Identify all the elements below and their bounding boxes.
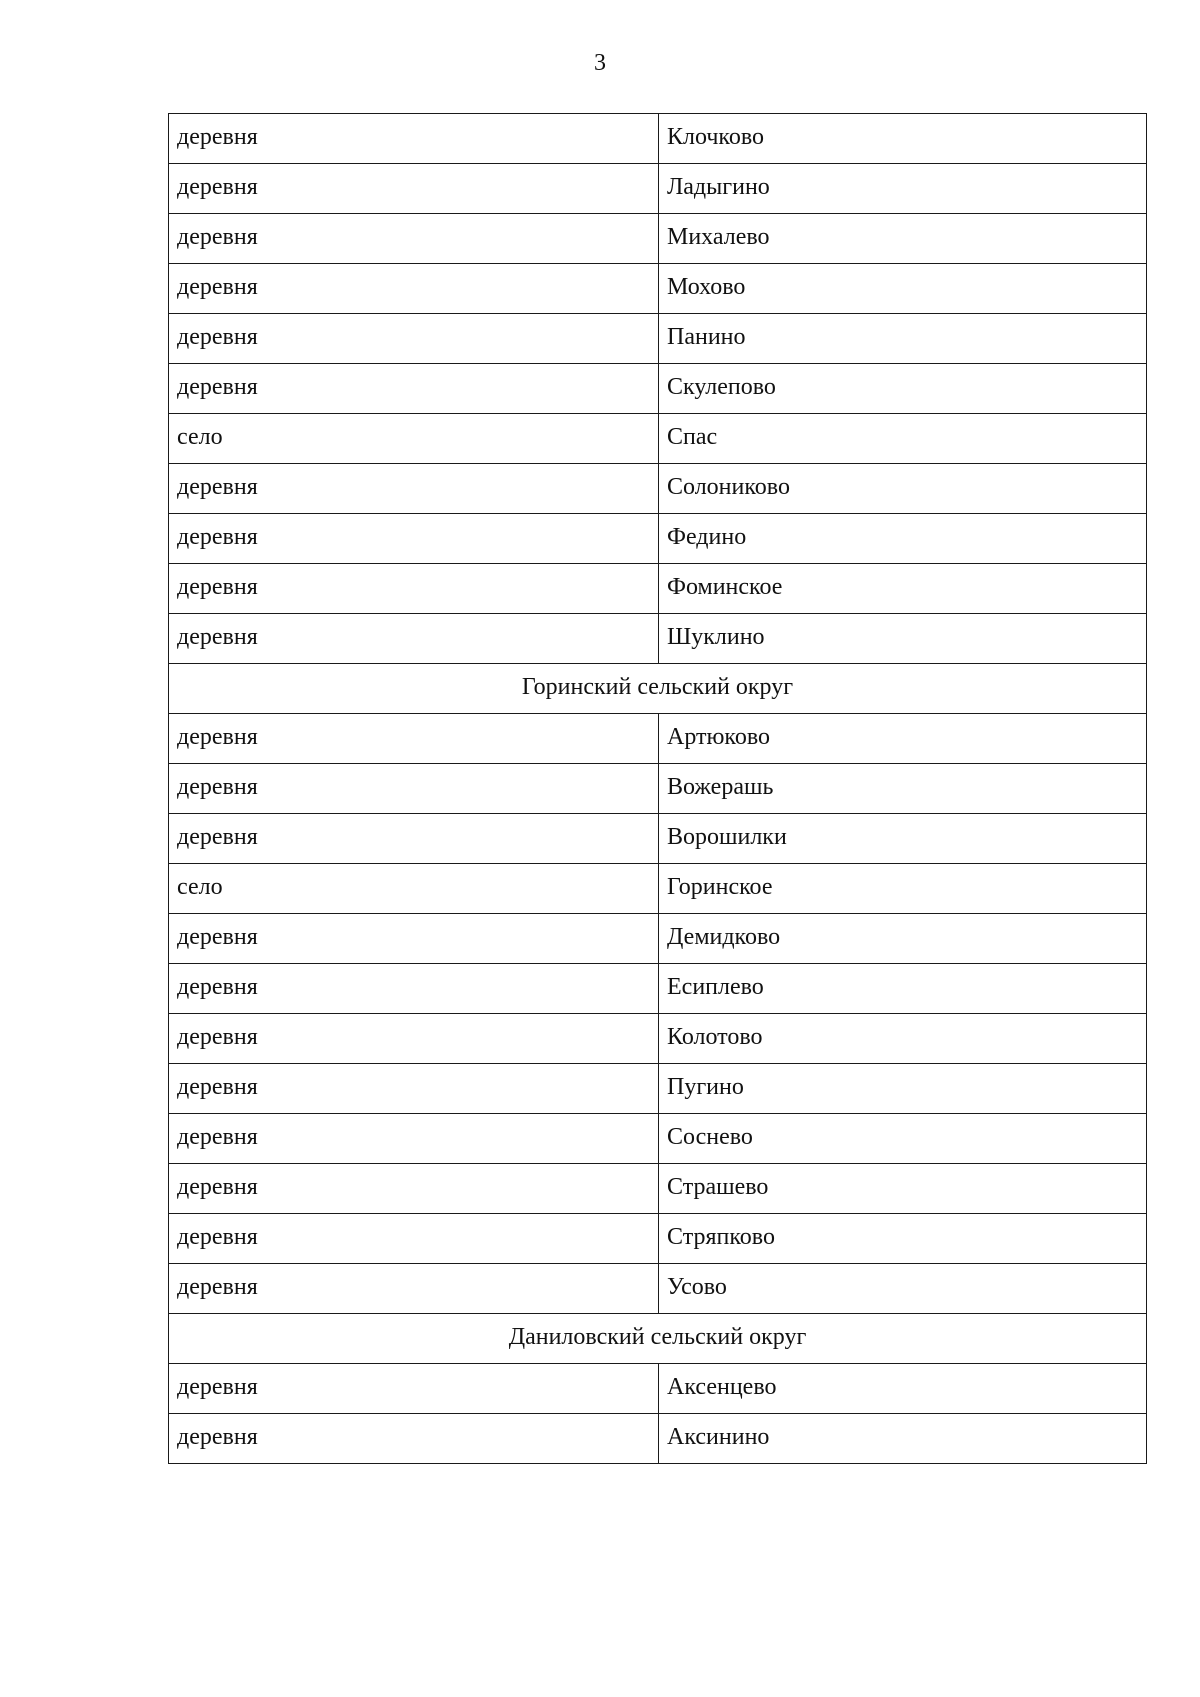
settlements-table-body — [169, 114, 1147, 1464]
table-row — [169, 514, 1147, 564]
settlement-type-cell: деревня — [169, 1214, 659, 1264]
settlement-name-cell: Стряпково — [659, 1214, 1147, 1264]
table-row — [169, 414, 1147, 464]
settlement-type-cell: деревня — [169, 1414, 659, 1464]
settlement-type-cell: деревня — [169, 214, 659, 264]
settlement-name-cell: Горинское — [659, 864, 1147, 914]
table-row — [169, 1414, 1147, 1464]
settlement-name-cell: Демидково — [659, 914, 1147, 964]
settlement-type-cell: деревня — [169, 914, 659, 964]
settlement-type-cell: деревня — [169, 164, 659, 214]
settlement-name-cell: Спас — [659, 414, 1147, 464]
settlement-type-cell: деревня — [169, 114, 659, 164]
table-row — [169, 114, 1147, 164]
table-row — [169, 1364, 1147, 1414]
table-row — [169, 164, 1147, 214]
settlement-type-cell: деревня — [169, 564, 659, 614]
settlement-type-cell: деревня — [169, 1164, 659, 1214]
page-number: 3 — [594, 50, 606, 76]
section-header-row — [169, 664, 1147, 714]
settlement-type-cell: деревня — [169, 1014, 659, 1064]
settlement-name-cell: Мохово — [659, 264, 1147, 314]
settlement-type-cell: деревня — [169, 714, 659, 764]
table-row — [169, 314, 1147, 364]
settlement-type-cell: деревня — [169, 314, 659, 364]
settlement-name-cell: Колотово — [659, 1014, 1147, 1064]
settlement-name-cell: Ладыгино — [659, 164, 1147, 214]
settlement-name-cell: Шуклино — [659, 614, 1147, 664]
table-row — [169, 864, 1147, 914]
settlement-name-cell: Соснево — [659, 1114, 1147, 1164]
table-row — [169, 914, 1147, 964]
settlement-type-cell: село — [169, 414, 659, 464]
settlement-name-cell: Вожерашь — [659, 764, 1147, 814]
table-row — [169, 1064, 1147, 1114]
table-row — [169, 564, 1147, 614]
section-title: Даниловский сельский округ — [169, 1314, 1147, 1364]
settlement-name-cell: Аксенцево — [659, 1364, 1147, 1414]
settlement-name-cell: Артюково — [659, 714, 1147, 764]
settlement-name-cell: Ворошилки — [659, 814, 1147, 864]
settlement-name-cell: Страшево — [659, 1164, 1147, 1214]
settlement-type-cell: деревня — [169, 264, 659, 314]
settlement-type-cell: деревня — [169, 964, 659, 1014]
settlement-name-cell: Фоминское — [659, 564, 1147, 614]
table-row — [169, 1214, 1147, 1264]
settlement-name-cell: Клочково — [659, 114, 1147, 164]
table-row — [169, 1114, 1147, 1164]
settlement-type-cell: деревня — [169, 1264, 659, 1314]
settlement-type-cell: деревня — [169, 514, 659, 564]
settlement-name-cell: Пугино — [659, 1064, 1147, 1114]
settlement-type-cell: деревня — [169, 1364, 659, 1414]
table-row — [169, 764, 1147, 814]
settlements-table — [168, 113, 1147, 1464]
settlement-name-cell: Усово — [659, 1264, 1147, 1314]
section-header-row — [169, 1314, 1147, 1364]
settlement-name-cell: Есиплево — [659, 964, 1147, 1014]
table-row — [169, 364, 1147, 414]
settlement-type-cell: деревня — [169, 1064, 659, 1114]
table-row — [169, 464, 1147, 514]
settlement-type-cell: деревня — [169, 1114, 659, 1164]
table-row — [169, 1264, 1147, 1314]
table-row — [169, 714, 1147, 764]
table-row — [169, 964, 1147, 1014]
table-row — [169, 1014, 1147, 1064]
table-row — [169, 264, 1147, 314]
table-row — [169, 614, 1147, 664]
settlement-name-cell: Аксинино — [659, 1414, 1147, 1464]
settlement-type-cell: деревня — [169, 364, 659, 414]
settlement-name-cell: Михалево — [659, 214, 1147, 264]
settlement-name-cell: Скулепово — [659, 364, 1147, 414]
section-title: Горинский сельский округ — [169, 664, 1147, 714]
settlement-type-cell: деревня — [169, 814, 659, 864]
settlement-type-cell: деревня — [169, 764, 659, 814]
settlement-type-cell: село — [169, 864, 659, 914]
settlement-name-cell: Федино — [659, 514, 1147, 564]
settlement-name-cell: Панино — [659, 314, 1147, 364]
settlement-type-cell: деревня — [169, 614, 659, 664]
table-row — [169, 214, 1147, 264]
settlement-name-cell: Солониково — [659, 464, 1147, 514]
settlement-type-cell: деревня — [169, 464, 659, 514]
table-row — [169, 814, 1147, 864]
table-row — [169, 1164, 1147, 1214]
